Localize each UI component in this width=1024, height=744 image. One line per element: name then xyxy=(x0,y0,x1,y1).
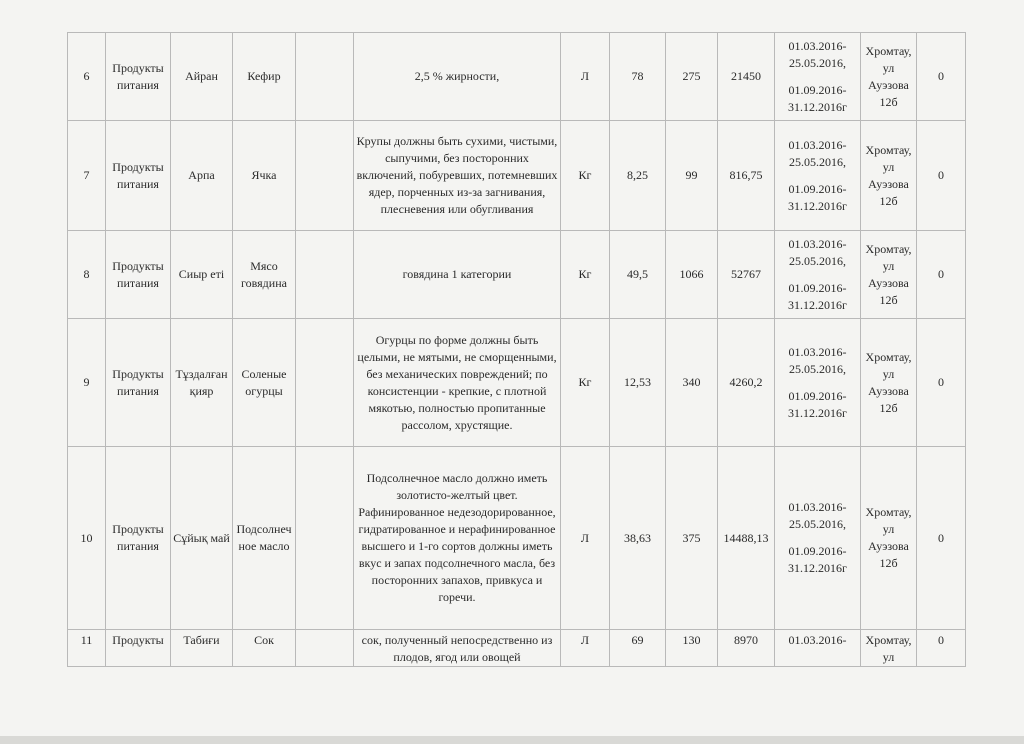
period-cell xyxy=(775,33,861,121)
quantity-cell: 78 xyxy=(610,33,666,121)
category-cell: Продукты xyxy=(106,630,171,667)
price-cell: 1066 xyxy=(666,231,718,319)
name-kz-cell: Арпа xyxy=(171,121,233,231)
category-cell: Продукты питания xyxy=(106,231,171,319)
unit-cell: Л xyxy=(561,447,610,630)
price-cell: 340 xyxy=(666,319,718,447)
description-cell: Огурцы по форме должны быть целыми, не мятыми, не сморщенными, без механических повреждений; по консистенции - крепкие, с плотной мякотью, полностью пропитанные рассолом, хрустящие. xyxy=(354,319,561,447)
empty-cell xyxy=(296,121,354,231)
sum-cell: 816,75 xyxy=(718,121,775,231)
advance-cell: 0 xyxy=(917,447,966,630)
period-first: 01.03.2016- xyxy=(788,633,847,647)
unit-cell: Л xyxy=(561,33,610,121)
unit-cell: Кг xyxy=(561,121,610,231)
category-cell: Продукты питания xyxy=(106,121,171,231)
empty-cell xyxy=(296,630,354,667)
table-row xyxy=(68,231,966,319)
period-first: 01.03.2016-25.05.2016, xyxy=(788,137,847,169)
name-ru-cell: Подсолнечное масло xyxy=(233,447,296,630)
period-second: 01.09.2016-31.12.2016г xyxy=(788,544,847,575)
delivery-place-cell: Хромтау, ул Ауэзова 12б xyxy=(861,121,917,231)
delivery-place-cell: Хромтау, ул xyxy=(861,630,917,667)
empty-cell xyxy=(296,231,354,319)
period-first: 01.03.2016-25.05.2016, xyxy=(788,344,847,376)
unit-cell: Кг xyxy=(561,231,610,319)
period-cell xyxy=(775,121,861,231)
advance-cell: 0 xyxy=(917,231,966,319)
period-first: 01.03.2016-25.05.2016, xyxy=(788,38,847,70)
table-body xyxy=(68,33,966,667)
category-cell: Продукты питания xyxy=(106,319,171,447)
quantity-cell: 8,25 xyxy=(610,121,666,231)
advance-cell: 0 xyxy=(917,33,966,121)
name-kz-cell: Сұйық май xyxy=(171,447,233,630)
name-kz-cell: Айран xyxy=(171,33,233,121)
row-number: 6 xyxy=(68,33,106,121)
unit-cell: Л xyxy=(561,630,610,667)
row-number: 7 xyxy=(68,121,106,231)
name-ru-cell: Ячка xyxy=(233,121,296,231)
price-cell: 275 xyxy=(666,33,718,121)
row-number: 8 xyxy=(68,231,106,319)
row-number: 11 xyxy=(68,630,106,667)
scan-bottom-edge xyxy=(0,736,1024,744)
delivery-place-cell: Хромтау, ул Ауэзова 12б xyxy=(861,319,917,447)
quantity-cell: 38,63 xyxy=(610,447,666,630)
period-second: 01.09.2016-31.12.2016г xyxy=(788,388,847,420)
sum-cell: 4260,2 xyxy=(718,319,775,447)
period-cell xyxy=(775,630,861,667)
table-row xyxy=(68,630,966,667)
row-number: 9 xyxy=(68,319,106,447)
period-first: 01.03.2016-25.05.2016, xyxy=(788,236,847,268)
price-cell: 130 xyxy=(666,630,718,667)
period-second: 01.09.2016-31.12.2016г xyxy=(788,82,847,114)
price-cell: 375 xyxy=(666,447,718,630)
table-row xyxy=(68,33,966,121)
sum-cell: 21450 xyxy=(718,33,775,121)
name-kz-cell: Табиғи xyxy=(171,630,233,667)
description-cell: сок, полученный непосредственно из плодов, ягод или овощей xyxy=(354,630,561,667)
table-row xyxy=(68,319,966,447)
category-cell: Продукты питания xyxy=(106,447,171,630)
table-row xyxy=(68,447,966,630)
table-row xyxy=(68,121,966,231)
sum-cell: 8970 xyxy=(718,630,775,667)
description-cell: 2,5 % жирности, xyxy=(354,33,561,121)
advance-cell: 0 xyxy=(917,121,966,231)
delivery-place-cell: Хромтау, ул Ауэзова 12б xyxy=(861,231,917,319)
name-ru-cell: Соленые огурцы xyxy=(233,319,296,447)
quantity-cell: 12,53 xyxy=(610,319,666,447)
row-number: 10 xyxy=(68,447,106,630)
period-first: 01.03.2016-25.05.2016, xyxy=(788,500,847,531)
category-cell: Продукты питания xyxy=(106,33,171,121)
price-cell: 99 xyxy=(666,121,718,231)
quantity-cell: 69 xyxy=(610,630,666,667)
empty-cell xyxy=(296,33,354,121)
description-cell: говядина 1 категории xyxy=(354,231,561,319)
name-kz-cell: Сиыр еті xyxy=(171,231,233,319)
period-cell xyxy=(775,231,861,319)
description-cell: Подсолнечное масло должно иметь золотисто-желтый цвет. Рафинированное недезодорированное, гидратированное и нерафинированное высшего и 1-го сортов должны иметь вкус и запах подсолнечного масла, без посторонних запахов, привкуса и горечи. xyxy=(354,447,561,630)
description-cell: Крупы должны быть сухими, чистыми, сыпучими, без посторонних включений, побуревших, потемневших ядер, порченных из-за загнивания, плесневения или обугливания xyxy=(354,121,561,231)
delivery-place-cell: Хромтау, ул Ауэзова 12б xyxy=(861,33,917,121)
procurement-table xyxy=(67,32,966,667)
quantity-cell: 49,5 xyxy=(610,231,666,319)
period-cell xyxy=(775,319,861,447)
name-ru-cell: Мясо говядина xyxy=(233,231,296,319)
advance-cell: 0 xyxy=(917,319,966,447)
name-kz-cell: Тұздалған қияр xyxy=(171,319,233,447)
name-ru-cell: Сок xyxy=(233,630,296,667)
period-second: 01.09.2016-31.12.2016г xyxy=(788,181,847,213)
unit-cell: Кг xyxy=(561,319,610,447)
advance-cell: 0 xyxy=(917,630,966,667)
sum-cell: 14488,13 xyxy=(718,447,775,630)
delivery-place-cell: Хромтау, ул Ауэзова 12б xyxy=(861,447,917,630)
period-cell xyxy=(775,447,861,630)
period-second: 01.09.2016-31.12.2016г xyxy=(788,280,847,312)
name-ru-cell: Кефир xyxy=(233,33,296,121)
empty-cell xyxy=(296,447,354,630)
sum-cell: 52767 xyxy=(718,231,775,319)
empty-cell xyxy=(296,319,354,447)
